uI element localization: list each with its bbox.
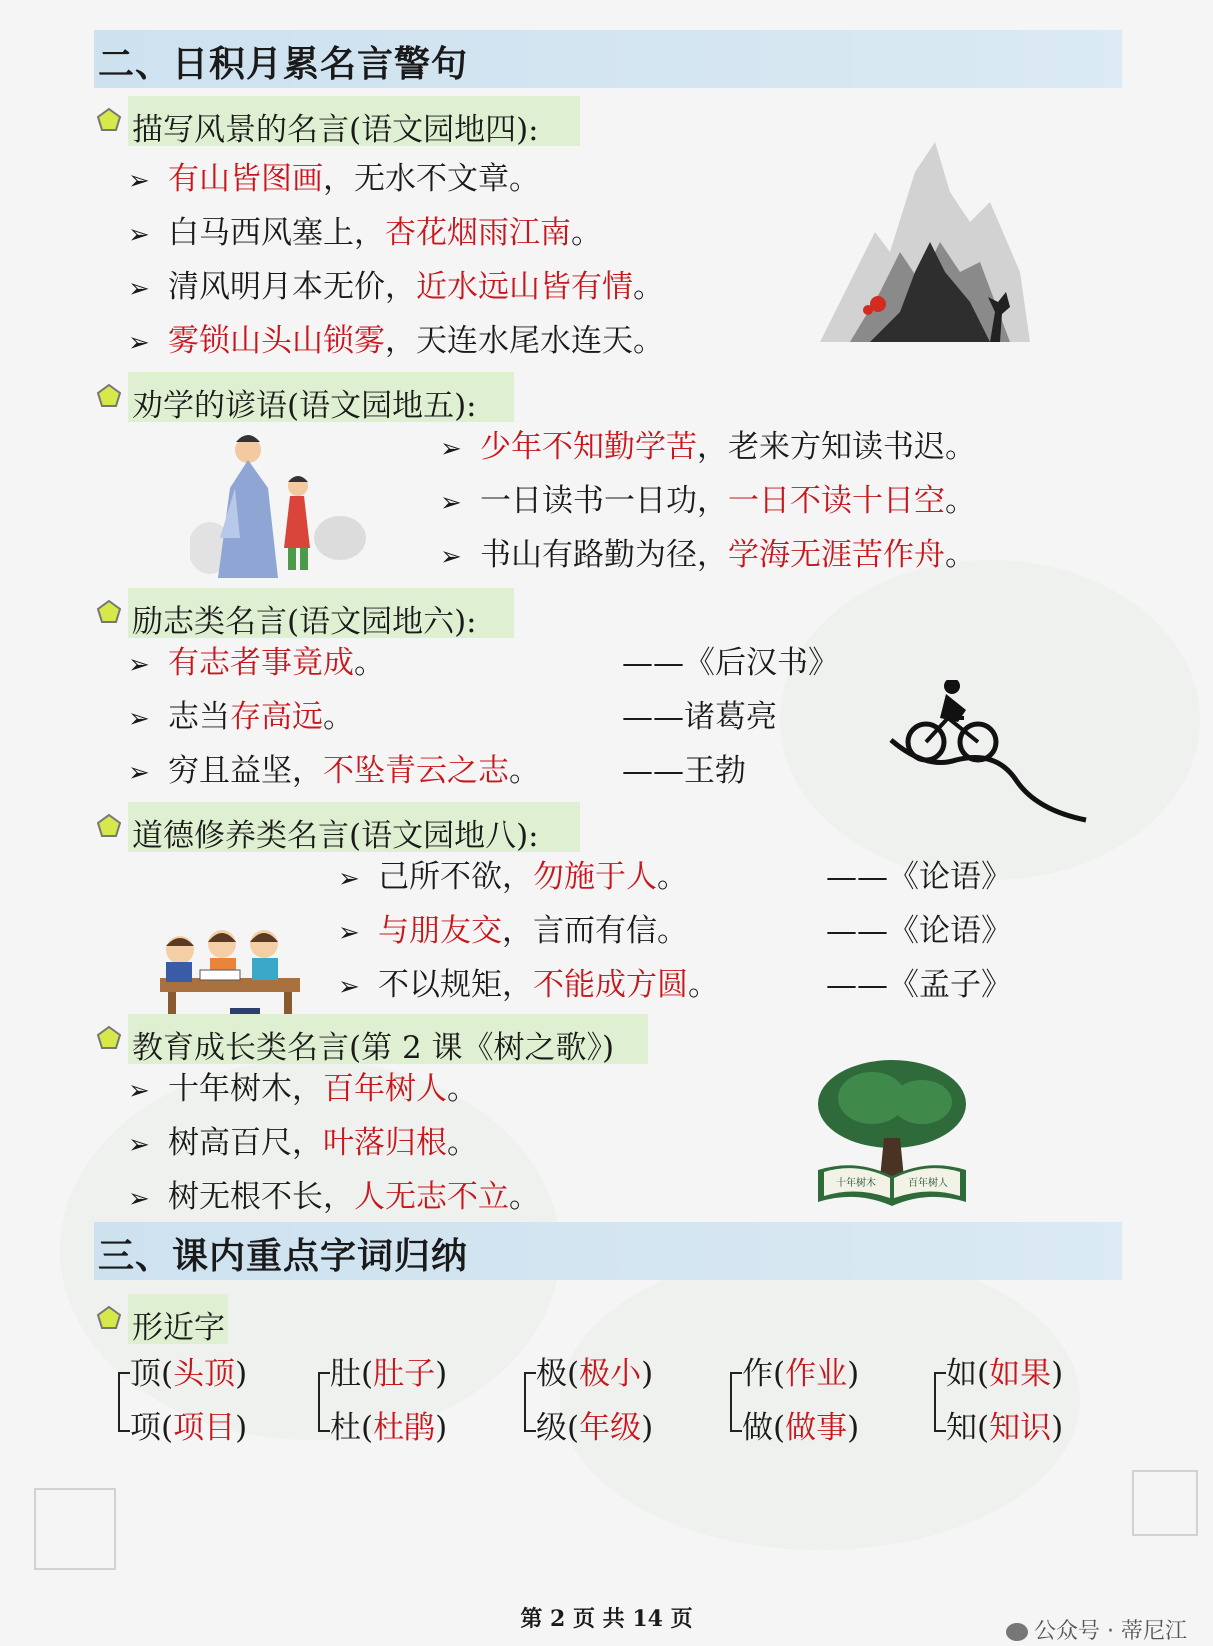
subheading-morality [128,802,580,852]
quote-highlight: 不坠青云之志 [323,753,509,789]
quote-line [128,1068,478,1110]
arrow-icon: ➢ [128,704,150,734]
arrow-icon: ➢ [338,972,360,1002]
quote-text: 志当 [168,699,230,735]
character-pair-line: 级(年级) [536,1410,654,1446]
arrow-icon: ➢ [440,488,462,518]
quote-highlight: 人无志不立 [354,1179,509,1215]
group-bracket [934,1372,946,1432]
section-2-header [94,30,1122,88]
quote-text: 。 [945,483,976,519]
wechat-icon [1006,1623,1028,1641]
quote-text: 穷且益坚， [168,753,323,789]
subheading-ambition [128,588,514,638]
quote-line [338,964,719,1006]
subheading-similar-characters-text: 形近字 [132,1310,225,1346]
quote-line [128,696,354,738]
bullet-pentagon-icon [96,1025,122,1051]
arrow-icon: ➢ [440,434,462,464]
group-bracket [730,1372,742,1432]
arrow-icon: ➢ [338,864,360,894]
quote-text: 清风明月本无价， [168,269,416,305]
quote-text: 树无根不长， [168,1179,354,1215]
quote-text: 。 [945,537,976,573]
quote-line [128,1122,478,1164]
arrow-icon: ➢ [128,274,150,304]
quote-text: 树高百尺， [168,1125,323,1161]
subheading-morality-text: 道德修养类名言(语文园地八): [132,818,539,854]
quote-line [440,426,976,468]
quote-source: ——诸葛亮 [622,699,777,735]
quote-highlight: 与朋友交 [378,913,502,949]
quote-highlight: 杏花烟雨江南 [385,215,571,251]
section-3-title: 三、课内重点字词归纳 [98,1235,469,1277]
quote-source: ——《论语》 [826,859,1012,895]
ink-mountain-illustration [820,132,1030,352]
subheading-scenery-text: 描写风景的名言(语文园地四): [132,112,539,148]
subheading-growth [128,1014,648,1064]
character-pair-line: 杜(杜鹃) [330,1410,448,1446]
quote-text: 不以规矩， [378,967,533,1003]
bullet-pentagon-icon [96,813,122,839]
quote-line [338,910,688,952]
quote-highlight: 有山皆图画 [168,161,323,197]
quote-text: ，老来方知读书迟。 [697,429,976,465]
group-bracket [318,1372,330,1432]
quote-highlight: 近水远山皆有情 [416,269,633,305]
quote-line [440,534,976,576]
character-pair-line: 如(如果) [946,1356,1064,1392]
quote-source: ——《论语》 [826,913,1012,949]
character-pair-line: 作(作业) [742,1356,860,1392]
arrow-icon: ➢ [440,542,462,572]
quote-highlight: 存高远 [230,699,323,735]
book-left-label: 十年树木 [836,1178,876,1189]
quote-highlight: 百年树人 [323,1071,447,1107]
quote-text: 。 [657,859,688,895]
quote-highlight: 一日不读十日空 [728,483,945,519]
quote-text: ，天连水尾水连天。 [385,323,664,359]
subheading-scenery [128,96,580,146]
subheading-growth-text: 教育成长类名言(第 2 课《树之歌》) [132,1030,615,1066]
arrow-icon: ➢ [128,758,150,788]
quote-text: 白马西风塞上， [168,215,385,251]
section-2-title: 二、日积月累名言警句 [98,43,469,85]
cyclist-silhouette-illustration [886,680,1096,830]
quote-text: 己所不欲， [378,859,533,895]
quote-source: ——《孟子》 [826,967,1012,1003]
quote-line [128,212,602,254]
arrow-icon: ➢ [128,1076,150,1106]
arrow-icon: ➢ [128,220,150,250]
quote-highlight: 雾锁山头山锁雾 [168,323,385,359]
tree-on-book-illustration [812,1058,972,1208]
arrow-icon: ➢ [128,328,150,358]
quote-line [128,642,385,684]
character-pair-line: 顶(头顶) [130,1356,248,1392]
arrow-icon: ➢ [128,166,150,196]
quote-highlight: 不能成方圆 [533,967,688,1003]
quote-text: 。 [633,269,664,305]
quote-line [128,1176,540,1218]
quote-highlight: 有志者事竟成 [168,645,354,681]
quote-line [128,158,540,200]
arrow-icon: ➢ [128,1184,150,1214]
subheading-study [128,372,514,422]
page-number: 第 2 页 共 14 页 [520,1606,693,1632]
bullet-pentagon-icon [96,1305,122,1331]
book-right-label: 百年树人 [908,1178,948,1189]
quote-text: 。 [688,967,719,1003]
quote-text: 。 [447,1071,478,1107]
quote-text: 。 [323,699,354,735]
character-pair-line: 肚(肚子) [330,1356,448,1392]
teacher-and-student-illustration [190,428,370,588]
bullet-pentagon-icon [96,107,122,133]
seal-stamp-right [1132,1470,1198,1536]
quote-highlight: 勿施于人 [533,859,657,895]
quote-text: 十年树木， [168,1071,323,1107]
account-watermark: 公众号 · 蒂尼江 [1006,1614,1187,1645]
character-pair-line: 项(项目) [130,1410,248,1446]
character-pair-line: 极(极小) [536,1356,654,1392]
quote-text: 书山有路勤为径， [480,537,728,573]
quote-highlight: 学海无涯苦作舟 [728,537,945,573]
subheading-study-text: 劝学的谚语(语文园地五): [132,388,477,424]
quote-text: ，言而有信。 [502,913,688,949]
arrow-icon: ➢ [338,918,360,948]
quote-line [338,856,688,898]
bullet-pentagon-icon [96,599,122,625]
quote-line [128,750,540,792]
quote-line [128,266,664,308]
group-bracket [524,1372,536,1432]
group-bracket [118,1372,130,1432]
quote-highlight: 少年不知勤学苦 [480,429,697,465]
quote-text: 。 [354,645,385,681]
bullet-pentagon-icon [96,383,122,409]
quote-source: ——《后汉书》 [622,645,839,681]
quote-highlight: 叶落归根 [323,1125,447,1161]
subheading-similar-characters [128,1294,228,1344]
section-3-header [94,1222,1122,1280]
quote-line [440,480,976,522]
arrow-icon: ➢ [128,1130,150,1160]
quote-text: ，无水不文章。 [323,161,540,197]
quote-text: 一日读书一日功， [480,483,728,519]
quote-text: 。 [509,1179,540,1215]
character-pair-line: 做(做事) [742,1410,860,1446]
arrow-icon: ➢ [128,650,150,680]
quote-line [128,320,664,362]
seal-stamp-left [34,1488,116,1570]
quote-source: ——王勃 [622,753,746,789]
subheading-ambition-text: 励志类名言(语文园地六): [132,604,477,640]
quote-text: 。 [447,1125,478,1161]
quote-text: 。 [571,215,602,251]
quote-text: 。 [509,753,540,789]
character-pair-line: 知(知识) [946,1410,1064,1446]
